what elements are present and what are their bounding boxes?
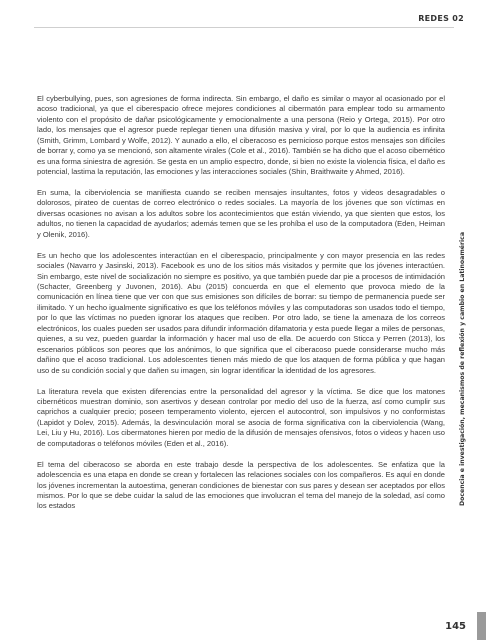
paragraph-3: Es un hecho que los adolescentes interactúan en el ciberespacio, principalmente y con mayor presencia en las redes sociales (Navarro y Jasinski, 2013). Facebook es uno de los sitios más visitados y permite que los jóvenes interactúen. Sin embargo, este nivel de socialización no siempre es positivo, ya que también puede dar pie a procesos de intimidación (Schacter, Greenberg y Juvonen, 2016). Abu (2015) concuerda en que el elemento que provoca miedo de la comunicación en línea tiene que ver con que sus emisiones son difíciles de borrar: su tiempo de permanencia puede ser ilimitado. Y un hecho igualmente significativo es que los teléfonos móviles y las computadoras son usados todo el tiempo, por lo que las víctimas no pueden ignorar los ataques que reciben. Por otro lado, se tiene la amenaza de los correos electrónicos, los cuales pueden ser usados para difundir información difamatoria y esta puede llegar a miles de personas, quienes, a su vez, pueden guardar la información y hacer mal uso de ella. De acuerdo con Sticca y Perren (2013), los escenarios públicos son peores que los anónimos, lo que significa que el ciberacoso puede considerarse mucho más dañino que el acoso tradicional. Los adolescentes tienen más miedo de que los ataquen de forma pública y que hagan uso de su condición social y que dañen su imagen, sin lograr identificar la identidad de los agresores. bbox=[37, 250, 445, 375]
running-header: REDES 02 bbox=[418, 14, 464, 23]
body-text bbox=[37, 94, 445, 522]
paragraph-2: En suma, la ciberviolencia se manifiesta cuando se reciben mensajes insultantes, fotos y videos desagradables o dolorosos, pirateo de cuentas de correo electrónico o redes sociales. La mayoría de los jóvenes que son víctimas en diversas ocasiones no avisan a los adultos sobre los acontecimientos que están viviendo, ya que sienten que estos, los adultos, no tienen la capacidad de ayudarlos; además temen que se les prohíba el uso de la computadora (Eden, Heiman y Olenik, 2016). bbox=[37, 188, 445, 239]
header-rule bbox=[34, 27, 454, 28]
paragraph-4: La literatura revela que existen diferencias entre la personalidad del agresor y la víctima. Se dice que los matones cibernéticos muestran dominio, son asertivos y desean controlar por medio del uso de la fuerza, así como cumplir sus caprichos a cualquier precio; poseen temperamento violento, ejercen el autocontrol, son impulsivos y no conformistas (Lapidot y Dolev, 2015). Además, la desvinculación moral se asocia de forma significativa con la ciberviolencia (Wang, Lei, Liu y Hu, 2016). Los cibermatones hieren por medio de la difusión de mensajes ofensivos, fotos o videos y hacen uso de computadoras o teléfonos móviles (Eden et al., 2016). bbox=[37, 386, 445, 448]
paragraph-5: El tema del ciberacoso se aborda en este trabajo desde la perspectiva de los adolescentes. Se enfatiza que la adolescencia es una etapa en donde se crean y fortalecen las relaciones sociales con los compañeros. Es aquí en donde los jóvenes incrementan la autoestima, generan condiciones de bienestar con sus pares y desean ser aceptados por ellos mismos. Por lo que se debe cuidar la salud de las emociones que involucran el tema del manejo de la soledad, así como los estados bbox=[37, 459, 445, 511]
page-edge-tab bbox=[477, 612, 486, 640]
side-title: Docencia e investigación, mecanismos de reflexión y cambio en Latinoamérica bbox=[458, 231, 466, 507]
page-number: 145 bbox=[445, 621, 466, 632]
paragraph-1: El cyberbullying, pues, son agresiones de forma indirecta. Sin embargo, el daño es similar o mayor al ocasionado por el acoso tradicional, ya que el ciberespacio ofrece mejores condiciones al cibermatón para emplear todo su armamento violento con el propósito de dañar psicológicamente y emocionalmente a una persona (Reio y Ortega, 2015). Por otro lado, los mensajes que el agresor puede replegar tienen una difusión masiva y viral, por lo que la audiencia es infinita (Smith, Grimm, Lombard y Wolfe, 2012). Y aunado a ello, el ciberacoso es pernicioso porque estos mensajes son difíciles de borrar y, como ya se mencionó, son altamente virales (Cole et al., 2016). También se ha dicho que el acoso cibernético es una forma siniestra de agresión. Se gesta en un amplio espectro, donde, si bien no existe la violencia física, el daño es potencial, lastima la reputación, las emociones y las interacciones sociales (Shin, Braithwaite y Ahmed, 2016). bbox=[37, 94, 445, 177]
side-title-bar bbox=[455, 228, 469, 510]
